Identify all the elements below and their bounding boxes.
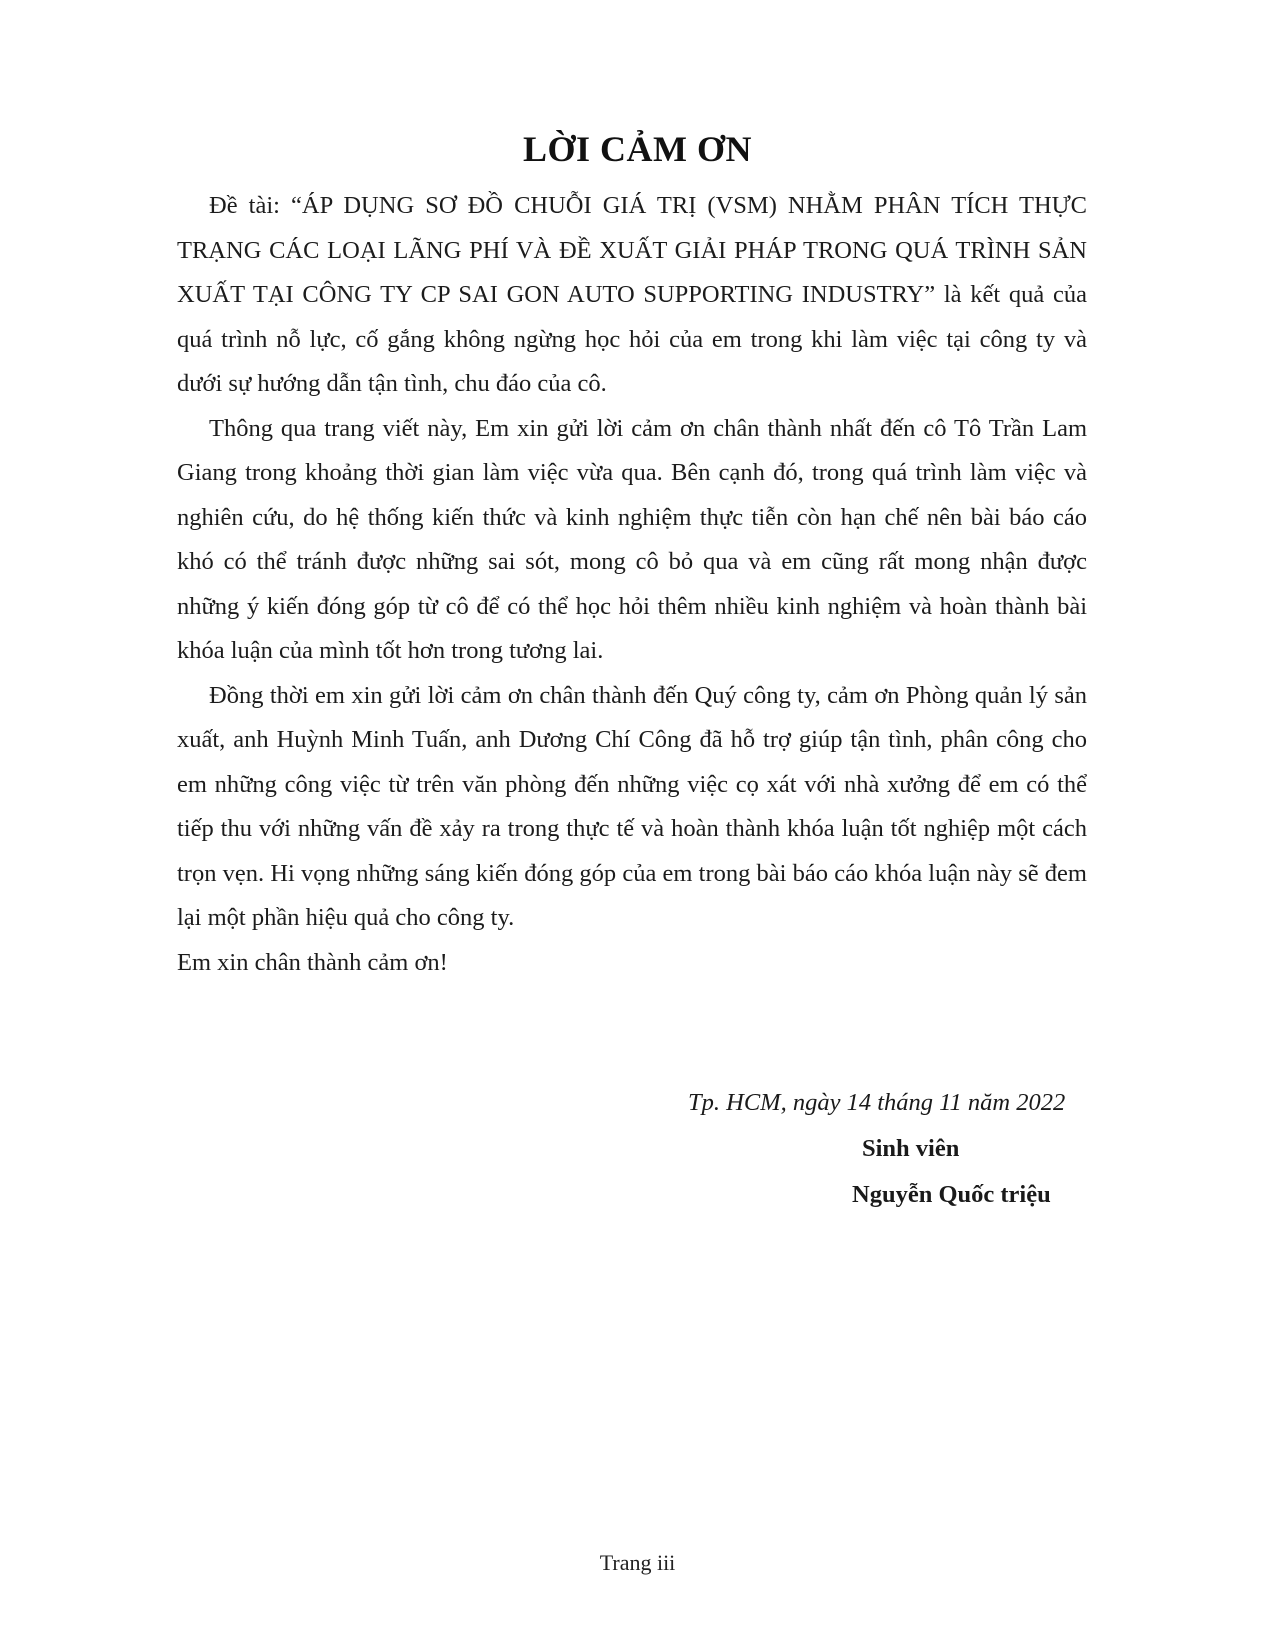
page-title: LỜI CẢM ƠN bbox=[523, 129, 752, 169]
signature-date: Tp. HCM, ngày 14 tháng 11 năm 2022 bbox=[688, 1089, 1066, 1116]
signature-role: Sinh viên bbox=[862, 1135, 960, 1162]
paragraph-thanks-advisor: Thông qua trang viết này, Em xin gửi lời cảm ơn chân thành nhất đến cô Tô Trần Lam Giang trong khoảng thời gian làm việc vừa qua. Bên cạnh đó, trong quá trình làm việc và nghiên cứu, do hệ thống kiến thức và kinh nghiệm thực tiễn còn hạn chế nên bài báo cáo khó có thể tránh được những sai sót, mong cô bỏ qua và em cũng rất mong nhận được những ý kiến đóng góp từ cô để có thể học hỏi thêm nhiều kinh nghiệm và hoàn thành bài khóa luận của mình tốt hơn trong tương lai. bbox=[177, 414, 1087, 664]
acknowledgement-body bbox=[177, 184, 1087, 985]
page-number: Trang iii bbox=[599, 1550, 676, 1575]
paragraph-thanks-company: Đồng thời em xin gửi lời cảm ơn chân thành đến Quý công ty, cảm ơn Phòng quản lý sản xuất, anh Huỳnh Minh Tuấn, anh Dương Chí Công đã hỗ trợ giúp tận tình, phân công cho em những công việc từ trên văn phòng đến những việc cọ xát với nhà xưởng để em có thể tiếp thu với những vấn đề xảy ra trong thực tế và hoàn thành khóa luận tốt nghiệp một cách trọn vẹn. Hi vọng những sáng kiến đóng góp của em trong bài báo cáo khóa luận này sẽ đem lại một phần hiệu quả cho công ty. bbox=[177, 681, 1087, 931]
signature-name: Nguyễn Quốc triệu bbox=[852, 1181, 1051, 1208]
paragraph-closing: Em xin chân thành cảm ơn! bbox=[177, 948, 448, 976]
paragraph-topic: Đề tài: “ÁP DỤNG SƠ ĐỒ CHUỖI GIÁ TRỊ (VSM) NHẰM PHÂN TÍCH THỰC TRẠNG CÁC LOẠI LÃNG PHÍ VÀ ĐỀ XUẤT GIẢI PHÁP TRONG QUÁ TRÌNH SẢN XUẤT TẠI CÔNG TY CP SAI GON AUTO SUPPORTING INDUSTRY” là kết quả của quá trình nỗ lực, cố gắng không ngừng học hỏi của em trong khi làm việc tại công ty và dưới sự hướng dẫn tận tình, chu đáo của cô. bbox=[177, 192, 1087, 397]
